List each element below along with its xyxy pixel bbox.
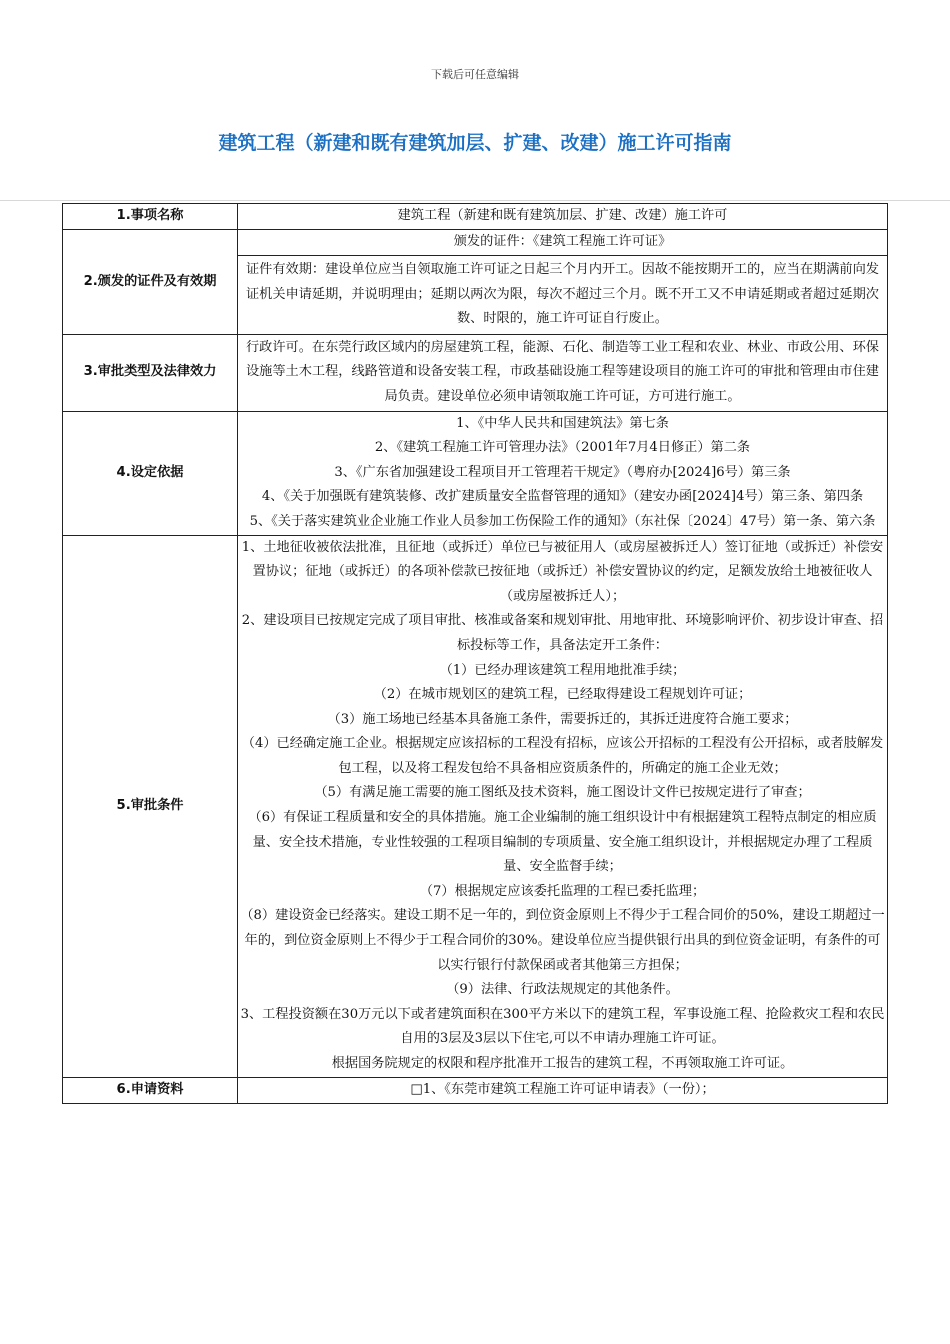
row-label: 2.颁发的证件及有效期 — [63, 230, 238, 335]
certificate-issued: 颁发的证件：《建筑工程施工许可证》 — [238, 230, 888, 256]
table-row — [63, 535, 888, 1077]
row-label: 1.事项名称 — [63, 204, 238, 230]
table-row — [63, 204, 888, 230]
list-item: 3、工程投资额在30万元以下或者建筑面积在300平方米以下的建筑工程，军事设施工程、抢险救灾工程和农民自用的3层及3层以下住宅,可以不申请办理施工许可证。 — [240, 1006, 885, 1047]
list-item: 4、《关于加强既有建筑装修、改扩建质量安全监督管理的通知》（建安办函[2024]4号）第三条、第四条 — [261, 489, 864, 505]
row-label: 6.申请资料 — [63, 1077, 238, 1103]
row-label: 3.审批类型及法律效力 — [63, 334, 238, 411]
list-item: （7）根据规定应该委托监理的工程已委托监理； — [419, 883, 706, 899]
list-item: （9）法律、行政法规规定的其他条件。 — [446, 982, 679, 998]
legal-basis-list — [238, 411, 888, 535]
list-item: （3）施工场地已经基本具备施工条件，需要拆迁的，其拆迁进度符合施工要求； — [327, 711, 798, 727]
row-label: 5.审批条件 — [63, 535, 238, 1077]
header-divider — [0, 200, 950, 201]
conditions-list — [238, 535, 888, 1077]
list-item: （8）建设资金已经落实。建设工期不足一年的，到位资金原则上不得少于工程合同价的50%，建设工期超过一年的，到位资金原则上不得少于工程合同价的30%。建设单位应当提供银行出具的到位资金证明，有条件的可以实行银行付款保函或者其他第三方担保； — [240, 908, 885, 973]
list-item: 根据国务院规定的权限和程序批准开工报告的建筑工程，不再领取施工许可证。 — [331, 1056, 794, 1071]
list-item: （1）已经办理该建筑工程用地批准手续； — [439, 662, 686, 678]
header-note: 下载后可任意编辑 — [431, 68, 519, 81]
certificate-validity: 证件有效期：建设单位应当自领取施工许可证之日起三个月内开工。因故不能按期开工的，应当在期满前向发证机关申请延期，并说明理由；延期以两次为限，每次不超过三个月。既不开工又不申请延期或者超过延期次数、时限的，施工许可证自行废止。 — [238, 256, 888, 335]
table-row — [63, 411, 888, 535]
list-item: 5、《关于落实建筑业企业施工作业人员参加工伤保险工作的通知》（东社保〔2024〕47号）第一条、第六条 — [249, 513, 876, 529]
table-row — [63, 230, 888, 256]
guide-table — [62, 203, 888, 1104]
list-item: 1、土地征收被依法批准，且征地（或拆迁）单位已与被征用人（或房屋被拆迁人）签订征地（或拆迁）补偿安置协议；征地（或拆迁）的各项补偿款已按征地（或拆迁）补偿安置协议的约定，足额发放给土地被征收人（或房屋被拆迁人）； — [241, 539, 884, 604]
approval-type-value: 行政许可。在东莞行政区域内的房屋建筑工程，能源、石化、制造等工业工程和农业、林业、市政公用、环保设施等土木工程，线路管道和设备安装工程，市政基础设施工程等建设项目的施工许可的审批和管理由市住建局负责。建设单位必须申请领取施工许可证，方可进行施工。 — [238, 334, 888, 411]
list-item: □1、《东莞市建筑工程施工许可证申请表》（一份）； — [410, 1081, 715, 1097]
list-item: 3、《广东省加强建设工程项目开工管理若干规定》（粤府办[2024]6号）第三条 — [334, 464, 791, 480]
list-item: 2、《建筑工程施工许可管理办法》（2001年7月4日修正）第二条 — [374, 440, 751, 456]
list-item: 1、《中华人民共和国建筑法》第七条 — [456, 415, 669, 431]
materials-list — [238, 1077, 888, 1103]
table-row — [63, 1077, 888, 1103]
table-row — [63, 334, 888, 411]
list-item: （4）已经确定施工企业。根据规定应该招标的工程没有招标，应该公开招标的工程没有公开招标，或者肢解发包工程，以及将工程发包给不具备相应资质条件的，所确定的施工企业无效； — [241, 736, 884, 776]
list-item: （2）在城市规划区的建筑工程，已经取得建设工程规划许可证； — [373, 687, 752, 703]
list-item: （5）有满足施工需要的施工图纸及技术资料，施工图设计文件已按规定进行了审查； — [314, 785, 811, 801]
list-item: （6）有保证工程质量和安全的具体措施。施工企业编制的施工组织设计中有根据建筑工程特点制定的相应质量、安全技术措施，专业性较强的工程项目编制的专项质量、安全施工组织设计，并根据规定办理了工程质量、安全监督手续； — [248, 810, 877, 875]
row-label: 4.设定依据 — [63, 411, 238, 535]
item-name-value: 建筑工程（新建和既有建筑加层、扩建、改建）施工许可 — [238, 204, 888, 230]
page-title: 建筑工程（新建和既有建筑加层、扩建、改建）施工许可指南 — [218, 132, 732, 154]
list-item: 2、建设项目已按规定完成了项目审批、核准或备案和规划审批、用地审批、环境影响评价、初步设计审查、招标投标等工作，具备法定开工条件： — [241, 613, 884, 653]
